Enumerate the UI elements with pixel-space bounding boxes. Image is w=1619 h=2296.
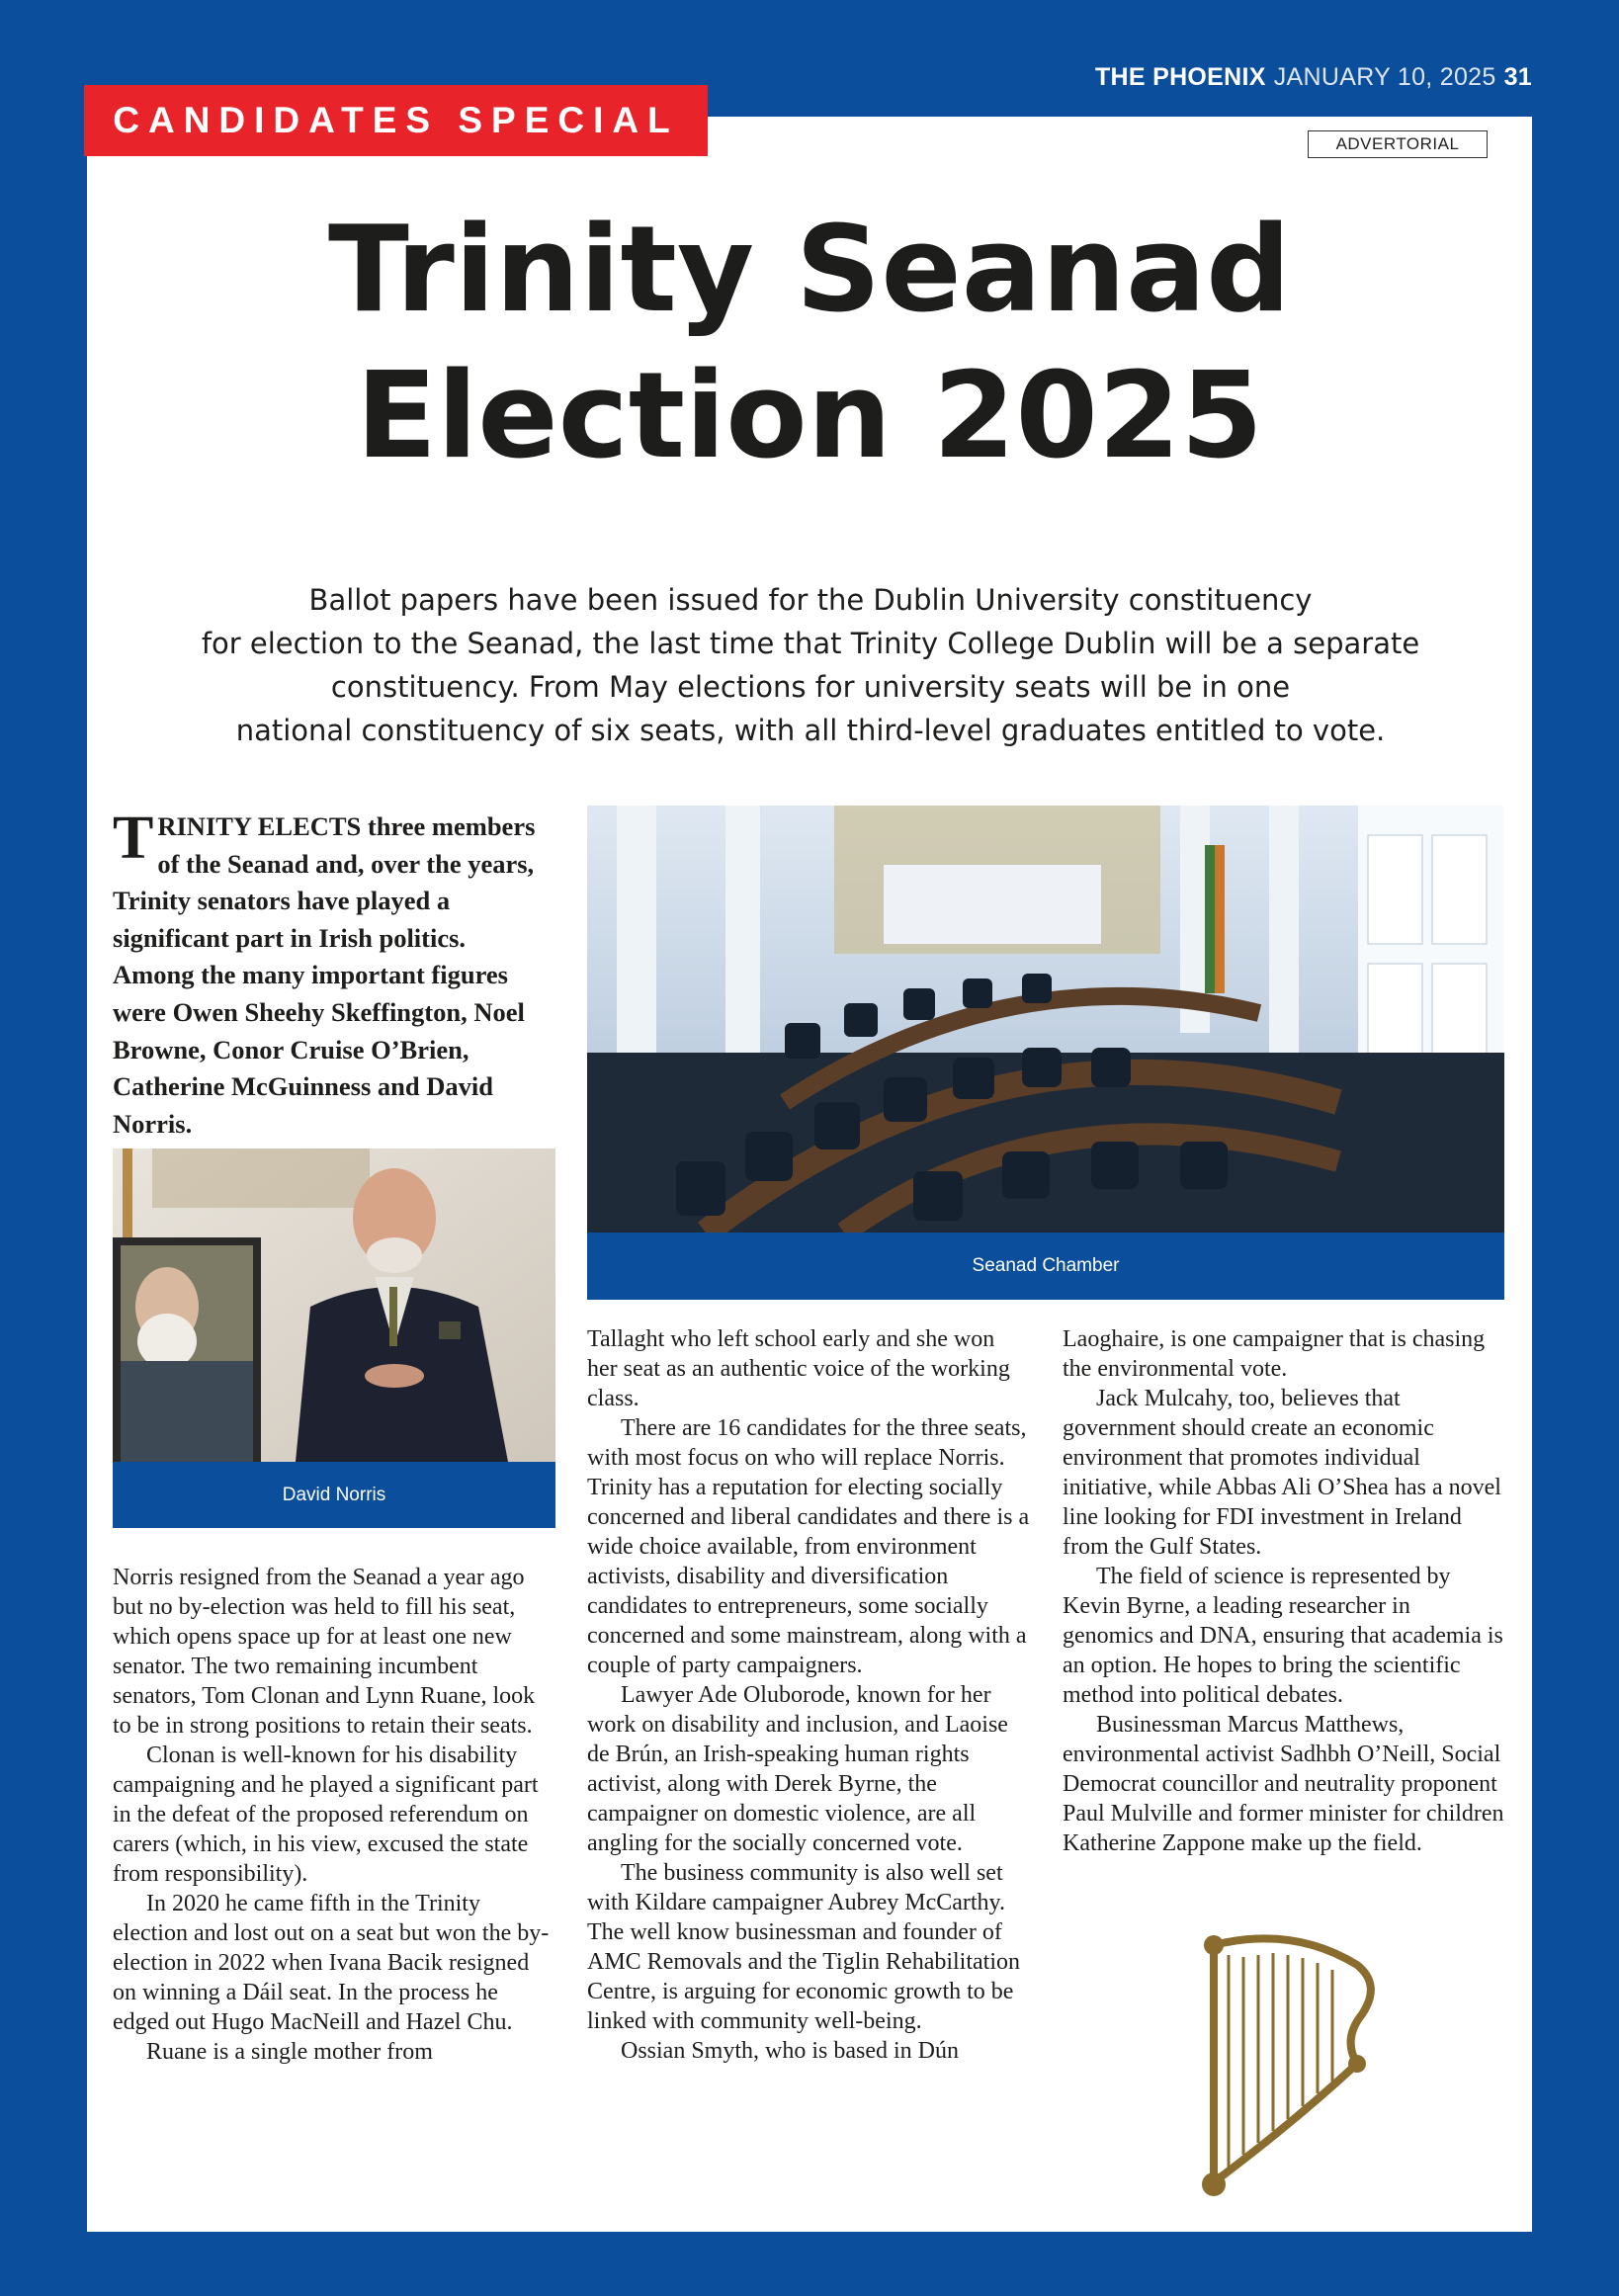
body-column-2	[587, 1324, 1030, 2066]
issue-date: JANUARY 10, 2025	[1273, 63, 1496, 91]
page-number: 31	[1503, 63, 1532, 91]
headline-line-1: Trinity Seanad	[327, 202, 1291, 339]
standfirst-line: for election to the Seanad, the last time that Trinity College Dublin will be a separate	[201, 627, 1420, 660]
standfirst-line: national constituency of six seats, with all third-level graduates entitled to vote.	[235, 714, 1386, 747]
body-column-3	[1063, 1324, 1505, 1858]
body-paragraph: Clonan is well-known for his disability campaigning and he played a significant part in the defeat of the proposed referendum on carers (which, in his view, excused the state from responsibility).	[113, 1743, 539, 1887]
standfirst-line: Ballot papers have been issued for the Dublin University constituency	[308, 583, 1313, 617]
chamber-caption: Seanad Chamber	[587, 1233, 1504, 1300]
section-tag: CANDIDATES SPECIAL	[84, 85, 708, 156]
body-paragraph: There are 16 candidates for the three seats, with most focus on who will replace Norris. Trinity has a reputation for electing socially concerned and liberal candidates and there is a wide choice available, from environment activists, disability and diversification candidates to entrepreneurs, some socially concerned and some mainstream, along with a couple of party campaigners.	[587, 1415, 1030, 1678]
body-paragraph: Businessman Marcus Matthews, environmental activist Sadhbh O’Neill, Social Democrat councillor and neutrality proponent Paul Mulville and former minister for children Katherine Zappone make up the field.	[1063, 1712, 1504, 1856]
body-paragraph: The field of science is represented by Kevin Byrne, a leading researcher in genomics and DNA, ensuring that academia is an option. He hopes to bring the scientific method into political debates.	[1063, 1564, 1503, 1708]
chamber-photo	[587, 806, 1504, 1233]
body-paragraph: The business community is also well set with Kildare campaigner Aubrey McCarthy. The well know businessman and founder of AMC Removals and the Tiglin Rehabilitation Centre, is arguing for economic growth to be linked with community well-being.	[587, 1860, 1020, 2034]
body-paragraph: In 2020 he came fifth in the Trinity election and lost out on a seat but won the by-election in 2022 when Ivana Bacik resigned on winning a Dáil seat. In the process he edged out Hugo MacNeill and Hazel Chu.	[113, 1891, 550, 2035]
body-paragraph: Jack Mulcahy, too, believes that government should create an economic environment that promotes individual initiative, while Abbas Ali O’Shea has a novel line looking for FDI investment in Ireland from the Gulf States.	[1063, 1386, 1501, 1560]
harp-icon	[1174, 1925, 1384, 2202]
body-paragraph: Ossian Smyth, who is based in Dún	[621, 2038, 959, 2064]
body-paragraph: Ruane is a single mother from	[146, 2039, 433, 2065]
seanad-chamber-photo	[587, 806, 1504, 1233]
body-paragraph: Lawyer Ade Oluborode, known for her work on disability and inclusion, and Laoise de Brún, an Irish-speaking human rights activist, along with Derek Byrne, the campaigner on domestic violence, are all angling for the socially concerned vote.	[587, 1682, 1008, 1856]
standfirst	[138, 578, 1483, 752]
body-paragraph: Laoghaire, is one campaigner that is chasing the environmental vote.	[1063, 1326, 1486, 1382]
lead-text: RINITY ELECTS three members of the Seanad and, over the years, Trinity senators have played a significant part in Irish politics. Among the many important figures were Owen Sheehy Skeffington, Noel Browne, Conor Cruise O’Brien, Catherine McGuinness and David Norris.	[113, 811, 536, 1139]
advertorial-label: ADVERTORIAL	[1308, 130, 1488, 158]
headline	[0, 198, 1619, 490]
body-paragraph: Norris resigned from the Seanad a year ago but no by-election was held to fill his seat, which opens space up for at least one new senator. The two remaining incumbent senators, Tom Clonan and Lynn Ruane, look to be in strong positions to retain their seats.	[113, 1565, 536, 1739]
portrait-photo	[113, 1148, 555, 1462]
standfirst-line: constituency. From May elections for university seats will be in one	[330, 670, 1291, 704]
headline-line-2: Election 2025	[356, 348, 1263, 485]
drop-cap: T	[113, 805, 154, 872]
body-paragraph: Tallaght who left school early and she won her seat as an authentic voice of the working class.	[587, 1326, 1010, 1411]
lead-paragraph	[113, 805, 548, 1143]
norris-photo	[113, 1148, 555, 1462]
publication-name: THE PHOENIX	[1094, 63, 1266, 91]
norris-caption: David Norris	[113, 1462, 555, 1528]
body-column-1	[113, 1563, 555, 2067]
